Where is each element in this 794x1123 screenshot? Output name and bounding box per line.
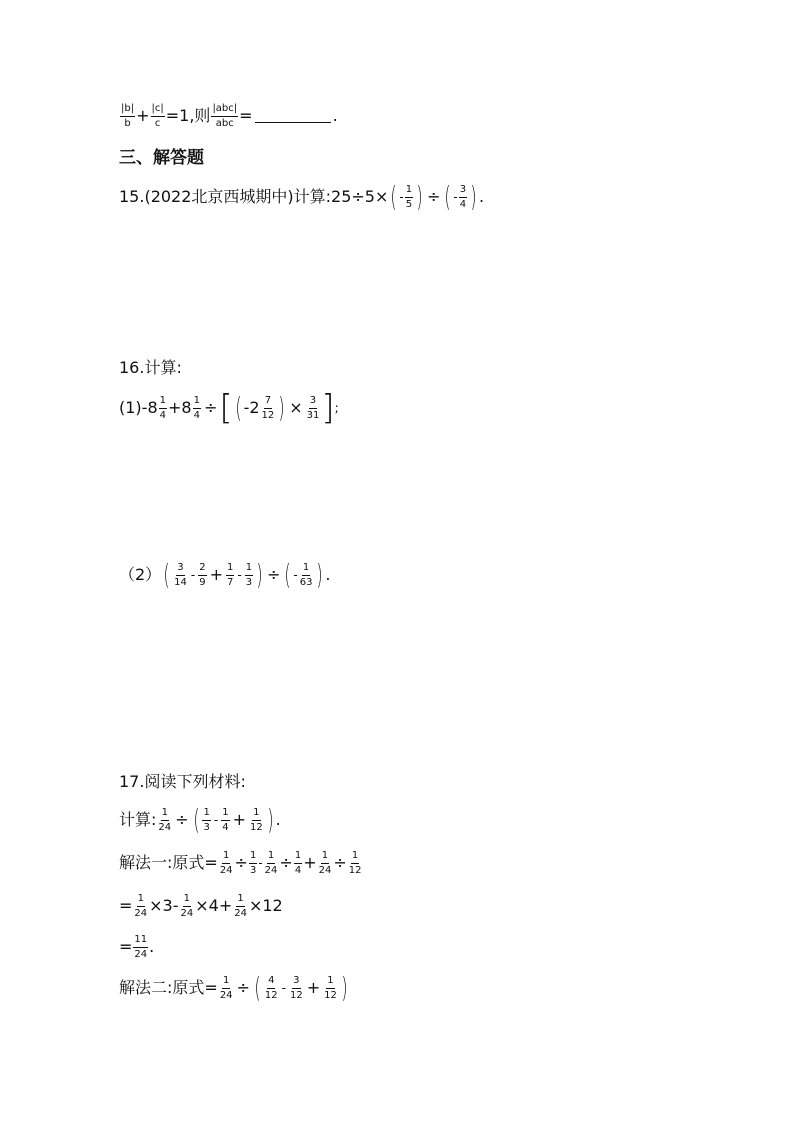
fraction: $\frac{1}{7}$ xyxy=(226,562,234,588)
fraction: $\frac{1}{4}$ xyxy=(193,395,200,421)
equals-sign: = xyxy=(239,106,253,125)
period: . xyxy=(332,106,338,125)
fraction: $\frac{1}{63}$ xyxy=(299,562,313,588)
fraction: $\frac{3}{31}$ xyxy=(306,395,320,421)
question-16-part-2: （2） ( $\frac{3}{14}$ - $\frac{2}{9}$ + $\frac{1}{7}$ - $\frac{1}{3}$ ) ÷ ( - $\frac{1}{63}$ ) . xyxy=(119,558,331,591)
fraction: $\frac{1}{24}$ xyxy=(180,893,194,919)
question-15-prefix: 15.(2022北京西城期中)计算:25÷5× xyxy=(119,187,389,206)
fraction: $\frac{7}{12}$ xyxy=(261,395,275,421)
fraction: $\frac{1}{5}$ xyxy=(405,184,413,210)
fraction: $\frac{11}{24}$ xyxy=(134,934,148,960)
fraction: $\frac{1}{24}$ xyxy=(219,975,233,1001)
solution-1-line-2: = $\frac{1}{24}$ ×3- $\frac{1}{24}$ ×4+ $\frac{1}{24}$ ×12 xyxy=(119,893,283,919)
answer-blank xyxy=(255,110,331,123)
question-16-title: 16.计算: xyxy=(119,358,182,377)
fraction: $\frac{|b|}{b}$ xyxy=(121,103,135,129)
question-17-calc: 计算: $\frac{1}{24}$ ÷ ( $\frac{1}{3}$ - $\frac{1}{4}$ + $\frac{1}{12}$ ) . xyxy=(119,803,281,836)
fraction: $\frac{1}{24}$ xyxy=(264,850,278,876)
fraction: $\frac{1}{3}$ xyxy=(203,807,210,833)
question-16-part-1: (1)- 8 $\frac{1}{4}$ + 8 $\frac{1}{4}$ ÷ [ ( - 2 $\frac{7}{12}$ ) × $\frac{3}{31}$ ] ; xyxy=(119,388,339,428)
fraction: $\frac{1}{24}$ xyxy=(219,850,233,876)
fraction: $\frac{3}{4}$ xyxy=(459,184,467,210)
section-heading: 三、解答题 xyxy=(119,148,204,168)
fraction: $\frac{1}{3}$ xyxy=(249,850,257,876)
plus-sign: + xyxy=(136,106,150,125)
equation-text: =1,则 xyxy=(165,106,211,125)
fraction: $\frac{1}{24}$ xyxy=(158,807,172,833)
fraction: $\frac{1}{12}$ xyxy=(324,975,337,1001)
fraction: $\frac{1}{12}$ xyxy=(348,850,362,876)
solution-1-line-1: 解法一:原式= $\frac{1}{24}$ ÷ $\frac{1}{3}$ - $\frac{1}{24}$ ÷ $\frac{1}{4}$ + $\frac{1}{24}$ ÷ $\frac{1}{12}$ xyxy=(119,850,362,876)
question-17-title: 17.阅读下列材料: xyxy=(119,772,246,791)
fraction: $\frac{4}{12}$ xyxy=(264,975,278,1001)
fraction: $\frac{1}{24}$ xyxy=(234,893,247,919)
question-15: 15.(2022北京西城期中)计算:25÷5× ( - $\frac{1}{5}$ ) ÷ ( - $\frac{3}{4}$ ) . xyxy=(119,180,485,213)
fraction: $\frac{1}{3}$ xyxy=(245,562,253,588)
q14-answer-line xyxy=(119,103,338,129)
solution-1-line-3: = $\frac{11}{24}$ . xyxy=(119,934,155,960)
solution-2-line-1: 解法二:原式= $\frac{1}{24}$ ÷ ( $\frac{4}{12}$ - $\frac{3}{12}$ + $\frac{1}{12}$ ) xyxy=(119,971,348,1004)
fraction: $\frac{1}{4}$ xyxy=(159,395,166,421)
fraction: $\frac{1}{24}$ xyxy=(318,850,332,876)
fraction: $\frac{\text{|abc|}}{\text{abc}}$ xyxy=(212,103,238,129)
fraction: $\frac{1}{4}$ xyxy=(222,807,229,833)
fraction: $\frac{2}{9}$ xyxy=(199,562,206,588)
fraction: $\frac{1}{24}$ xyxy=(134,893,148,919)
fraction: $\frac{3}{14}$ xyxy=(174,562,187,588)
fraction: $\frac{|c|}{c}$ xyxy=(151,103,164,129)
fraction: $\frac{1}{12}$ xyxy=(249,807,263,833)
fraction: $\frac{1}{4}$ xyxy=(294,850,302,876)
fraction: $\frac{3}{12}$ xyxy=(289,975,303,1001)
